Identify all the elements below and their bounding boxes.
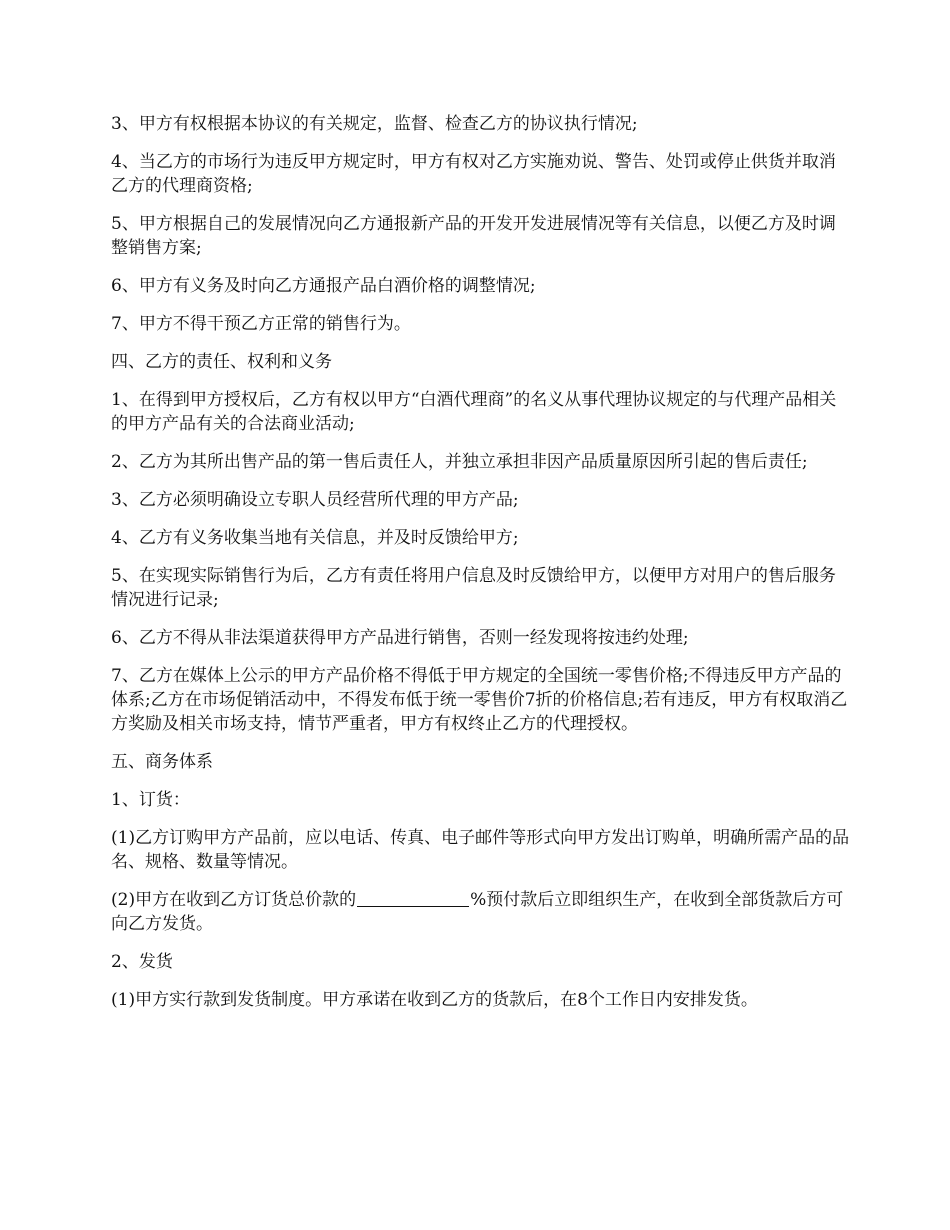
paragraph-9: 4、乙方有义务收集当地有关信息，并及时反馈给甲方; bbox=[111, 528, 519, 548]
section-heading-4: 四、乙方的责任、权利和义务 bbox=[111, 352, 332, 372]
blank-prefix-text: (2)甲方在收到乙方订货总价款的 bbox=[111, 890, 357, 910]
paragraph-13: (1)乙方订购甲方产品前，应以电话、传真、电子邮件等形式向甲方发出订购单，明确所需产品的品名、规格、数量等情况。 bbox=[111, 828, 850, 872]
paragraph-8: 3、乙方必须明确设立专职人员经营所代理的甲方产品; bbox=[111, 490, 519, 510]
paragraph-with-blank bbox=[111, 888, 851, 936]
paragraph-11: 6、乙方不得从非法渠道获得甲方产品进行销售，否则一经发现将按违约处理; bbox=[111, 628, 689, 648]
paragraph-2: 4、当乙方的市场行为违反甲方规定时，甲方有权对乙方实施劝说、警告、处罚或停止供货并取消乙方的代理商资格; bbox=[111, 152, 836, 196]
paragraph-12: 7、乙方在媒体上公示的甲方产品价格不得低于甲方规定的全国统一零售价格;不得违反甲方产品的体系;乙方在市场促销活动中，不得发布低于统一零售价7折的价格信息;若有违反，甲方有权取消乙方奖励及相关市场支持，情节严重者，甲方有权终止乙方的代理授权。 bbox=[111, 666, 848, 734]
subheading-delivery: 2、发货 bbox=[111, 952, 173, 972]
section-heading-5: 五、商务体系 bbox=[111, 752, 213, 772]
paragraph-6: 1、在得到甲方授权后，乙方有权以甲方“白酒代理商”的名义从事代理协议规定的与代理产品相关的甲方产品有关的合法商业活动; bbox=[111, 390, 837, 434]
paragraph-1: 3、甲方有权根据本协议的有关规定，监督、检查乙方的协议执行情况; bbox=[111, 114, 638, 134]
fill-in-blank bbox=[357, 890, 469, 907]
paragraph-14: (1)甲方实行款到发货制度。甲方承诺在收到乙方的货款后，在8个工作日内安排发货。 bbox=[111, 990, 758, 1010]
paragraph-7: 2、乙方为其所出售产品的第一售后责任人，并独立承担非因产品质量原因所引起的售后责任; bbox=[111, 452, 808, 472]
paragraph-10: 5、在实现实际销售行为后，乙方有责任将用户信息及时反馈给甲方，以便甲方对用户的售后服务情况进行记录; bbox=[111, 566, 836, 610]
subheading-order: 1、订货： bbox=[111, 790, 190, 810]
blank-suffix-text: %预付款后立即组织生产，在收到全部货款后方可向乙方发货。 bbox=[111, 890, 844, 934]
paragraph-3: 5、甲方根据自己的发展情况向乙方通报新产品的开发开发进展情况等有关信息，以便乙方及时调整销售方案; bbox=[111, 214, 836, 258]
document-body bbox=[111, 112, 851, 1026]
paragraph-5: 7、甲方不得干预乙方正常的销售行为。 bbox=[111, 314, 411, 334]
paragraph-4: 6、甲方有义务及时向乙方通报产品白酒价格的调整情况; bbox=[111, 276, 536, 296]
